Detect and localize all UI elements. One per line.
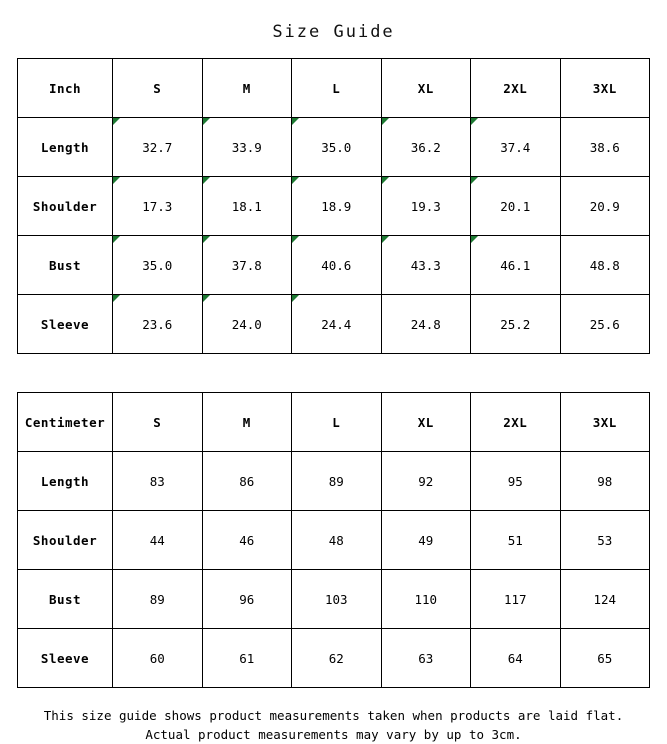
cell-sleeve-3xl: 65 — [560, 629, 650, 688]
table-row — [18, 236, 650, 295]
row-label-length: Length — [18, 118, 113, 177]
cell-shoulder-3xl: 53 — [560, 511, 650, 570]
row-label-bust: Bust — [18, 570, 113, 629]
cell-length-l: 89 — [292, 452, 382, 511]
table-row — [18, 177, 650, 236]
row-label-sleeve: Sleeve — [18, 629, 113, 688]
column-header-m: M — [202, 393, 292, 452]
column-header-3xl: 3XL — [560, 59, 650, 118]
cell-length-xl: 92 — [381, 452, 471, 511]
footer-note: This size guide shows product measurements taken when products are laid flat. Actual product measurements may vary by up to 3cm. — [43, 708, 624, 742]
cell-sleeve-2xl: 25.2 — [471, 295, 561, 354]
column-header-s: S — [113, 59, 203, 118]
cell-sleeve-l: 24.4 — [292, 295, 382, 354]
cell-shoulder-xl: 19.3 — [381, 177, 471, 236]
column-header-xl: XL — [381, 59, 471, 118]
table-row — [18, 511, 650, 570]
unit-label-centimeter: Centimeter — [18, 393, 113, 452]
cell-sleeve-s: 60 — [113, 629, 203, 688]
cell-length-2xl: 37.4 — [471, 118, 561, 177]
cell-sleeve-l: 62 — [292, 629, 382, 688]
cell-shoulder-m: 46 — [202, 511, 292, 570]
cell-bust-s: 89 — [113, 570, 203, 629]
cell-sleeve-s: 23.6 — [113, 295, 203, 354]
cell-shoulder-s: 44 — [113, 511, 203, 570]
column-header-m: M — [202, 59, 292, 118]
column-header-2xl: 2XL — [471, 393, 561, 452]
cell-length-m: 86 — [202, 452, 292, 511]
cell-length-xl: 36.2 — [381, 118, 471, 177]
table-row — [18, 629, 650, 688]
table-row — [18, 295, 650, 354]
row-label-bust: Bust — [18, 236, 113, 295]
centimeter-size-table — [17, 392, 650, 688]
cell-sleeve-m: 24.0 — [202, 295, 292, 354]
cell-bust-s: 35.0 — [113, 236, 203, 295]
cell-length-3xl: 98 — [560, 452, 650, 511]
page-title: Size Guide — [272, 22, 395, 42]
cell-bust-l: 40.6 — [292, 236, 382, 295]
cell-bust-2xl: 117 — [471, 570, 561, 629]
column-header-3xl: 3XL — [560, 393, 650, 452]
cell-bust-xl: 110 — [381, 570, 471, 629]
cell-bust-xl: 43.3 — [381, 236, 471, 295]
unit-label-inch: Inch — [18, 59, 113, 118]
column-header-l: L — [292, 393, 382, 452]
cell-bust-l: 103 — [292, 570, 382, 629]
cell-shoulder-s: 17.3 — [113, 177, 203, 236]
cell-sleeve-3xl: 25.6 — [560, 295, 650, 354]
inch-size-table — [17, 58, 650, 354]
cell-shoulder-2xl: 51 — [471, 511, 561, 570]
cell-bust-m: 96 — [202, 570, 292, 629]
cell-length-s: 83 — [113, 452, 203, 511]
table-header-row — [18, 393, 650, 452]
cell-bust-3xl: 48.8 — [560, 236, 650, 295]
cell-shoulder-l: 48 — [292, 511, 382, 570]
cell-length-3xl: 38.6 — [560, 118, 650, 177]
cell-sleeve-xl: 63 — [381, 629, 471, 688]
cell-bust-2xl: 46.1 — [471, 236, 561, 295]
table-row — [18, 570, 650, 629]
column-header-xl: XL — [381, 393, 471, 452]
cell-length-l: 35.0 — [292, 118, 382, 177]
table-row — [18, 118, 650, 177]
cell-shoulder-l: 18.9 — [292, 177, 382, 236]
row-label-length: Length — [18, 452, 113, 511]
cell-length-m: 33.9 — [202, 118, 292, 177]
table-header-row — [18, 59, 650, 118]
cell-sleeve-2xl: 64 — [471, 629, 561, 688]
cell-bust-3xl: 124 — [560, 570, 650, 629]
column-header-2xl: 2XL — [471, 59, 561, 118]
cell-shoulder-3xl: 20.9 — [560, 177, 650, 236]
cell-length-2xl: 95 — [471, 452, 561, 511]
cell-length-s: 32.7 — [113, 118, 203, 177]
row-label-shoulder: Shoulder — [18, 177, 113, 236]
row-label-sleeve: Sleeve — [18, 295, 113, 354]
column-header-l: L — [292, 59, 382, 118]
cell-sleeve-m: 61 — [202, 629, 292, 688]
table-spacer — [0, 354, 667, 392]
cell-sleeve-xl: 24.8 — [381, 295, 471, 354]
table-row — [18, 452, 650, 511]
cell-shoulder-m: 18.1 — [202, 177, 292, 236]
cell-bust-m: 37.8 — [202, 236, 292, 295]
row-label-shoulder: Shoulder — [18, 511, 113, 570]
column-header-s: S — [113, 393, 203, 452]
cell-shoulder-2xl: 20.1 — [471, 177, 561, 236]
cell-shoulder-xl: 49 — [381, 511, 471, 570]
